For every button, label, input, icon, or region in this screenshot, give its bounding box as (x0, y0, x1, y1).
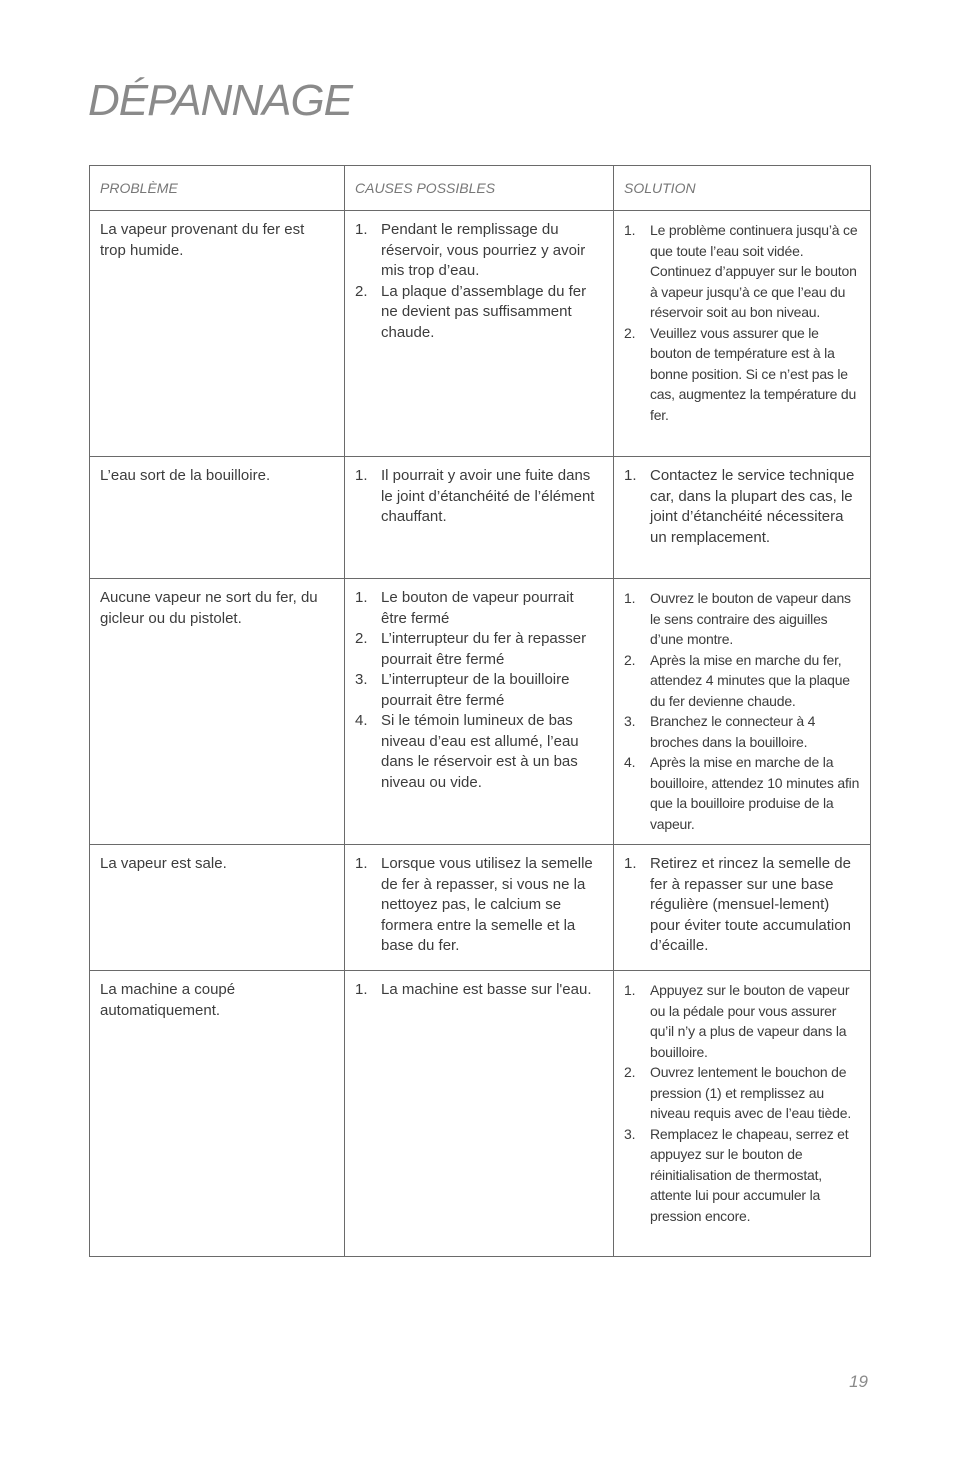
list-item (624, 1124, 862, 1227)
list-item (355, 854, 603, 957)
page-title: DÉPANNAGE (88, 76, 353, 125)
solution-cell (614, 971, 871, 1257)
list-item (624, 1062, 862, 1124)
item-number: 1. (624, 467, 637, 484)
list-item (624, 323, 862, 426)
causes-cell (345, 971, 614, 1257)
problem-cell: L’eau sort de la bouilloire. (90, 457, 345, 579)
header-causes: CAUSES POSSIBLES (345, 166, 614, 211)
item-number: 3. (624, 1125, 636, 1142)
item-number: 1. (624, 855, 637, 872)
item-number: 4. (355, 712, 368, 729)
item-text: Lorsque vous utilisez la semelle de fer à repasser, si vous ne la nettoyez pas, le calcium se formera entre la semelle et la base du fer. (381, 855, 593, 954)
list-item (624, 711, 862, 752)
item-text: Le problème continuera jusqu’à ce que toute l’eau soit vidée. Continuez d’appuyer sur le bouton à vapeur jusqu’à ce que l’eau du réservoir soit au bon niveau. (650, 222, 858, 320)
list-item (355, 629, 603, 670)
item-number: 3. (624, 713, 636, 729)
item-number: 1. (355, 589, 368, 606)
item-number: 1. (624, 982, 636, 998)
item-number: 2. (624, 324, 636, 341)
item-text: L’interrupteur de la bouilloire pourrait être fermé (381, 671, 570, 709)
list-item (624, 854, 862, 957)
causes-cell (345, 457, 614, 579)
list-item (624, 466, 862, 548)
item-number: 2. (624, 651, 636, 668)
item-number: 1. (355, 981, 368, 998)
list-item (624, 588, 862, 650)
item-number: 1. (624, 590, 636, 606)
list-item (624, 980, 862, 1062)
problem-cell: Aucune vapeur ne sort du fer, du gicleur ou du pistolet. (90, 579, 345, 845)
list-item (355, 282, 603, 344)
solutions-list (624, 980, 862, 1226)
table-row (90, 457, 871, 579)
table-header-row (90, 166, 871, 211)
item-number: 2. (355, 282, 368, 300)
causes-list (355, 588, 603, 793)
item-text: Remplacez le chapeau, serrez et appuyez sur le bouton de réinitialisation de thermostat, attente lui pour accumuler la pression encore. (650, 1125, 849, 1224)
item-text: Retirez et rincez la semelle de fer à repasser sur une base régulière (mensuel-lement) pour éviter toute accumulation d’écaille. (650, 855, 851, 954)
item-text: Branchez le connecteur à 4 broches dans la bouilloire. (650, 713, 816, 750)
item-number: 3. (355, 671, 368, 688)
header-problem: PROBLÈME (90, 166, 345, 211)
solutions-list (624, 588, 862, 834)
item-text: La machine est basse sur l'eau. (381, 981, 592, 998)
item-number: 2. (355, 630, 368, 647)
list-item (355, 466, 603, 528)
causes-cell (345, 845, 614, 971)
table-row (90, 579, 871, 845)
item-text: L’interrupteur du fer à repasser pourrait être fermé (381, 630, 587, 668)
item-number: 4. (624, 754, 636, 770)
item-text: Pendant le remplissage du réservoir, vous pourriez y avoir mis trop d’eau. (381, 221, 586, 279)
item-number: 1. (355, 221, 368, 238)
item-text: La plaque d’assemblage du fer ne devient pas suffisamment chaude. (381, 282, 587, 341)
table-row (90, 971, 871, 1257)
item-text: Le bouton de vapeur pourrait être fermé (381, 589, 574, 627)
solutions-list (624, 220, 862, 425)
page-number: 19 (849, 1372, 868, 1391)
item-text: Ouvrez le bouton de vapeur dans le sens contraire des aiguilles d’une montre. (650, 590, 851, 647)
item-text: Si le témoin lumineux de bas niveau d’eau est allumé, l’eau dans le réservoir est à un bas niveau ou vide. (381, 712, 579, 791)
item-text: Veuillez vous assurer que le bouton de température est à la bonne position. Si ce n’est pas le cas, augmentez la température du fer. (650, 324, 857, 423)
item-text: Ouvrez lentement le bouchon de pression (1) et remplissez au niveau requis avec de l’eau tiède. (650, 1064, 852, 1121)
item-number: 1. (355, 855, 368, 872)
solutions-list (624, 466, 862, 548)
item-number: 2. (624, 1064, 636, 1080)
solutions-list (624, 854, 862, 957)
causes-list (355, 220, 603, 343)
table-row (90, 845, 871, 971)
item-number: 1. (355, 467, 368, 484)
problem-cell: La machine a coupé automatiquement. (90, 971, 345, 1257)
problem-cell: La vapeur est sale. (90, 845, 345, 971)
list-item (355, 588, 603, 629)
list-item (355, 670, 603, 711)
list-item (624, 650, 862, 712)
causes-list (355, 980, 603, 1001)
list-item (624, 752, 862, 834)
troubleshooting-table (89, 165, 871, 1257)
item-text: Appuyez sur le bouton de vapeur ou la pédale pour vous assurer qu’il n’y a plus de vapeur dans la bouilloire. (650, 982, 850, 1060)
list-item (355, 711, 603, 793)
table-row (90, 211, 871, 457)
list-item (624, 220, 862, 323)
solution-cell (614, 211, 871, 457)
item-number: 1. (624, 222, 636, 238)
header-solution: SOLUTION (614, 166, 871, 211)
list-item (355, 980, 603, 1001)
item-text: Il pourrait y avoir une fuite dans le joint d’étanchéité de l’élément chauffant. (381, 467, 595, 525)
solution-cell (614, 845, 871, 971)
list-item (355, 220, 603, 282)
item-text: Après la mise en marche de la bouilloire, attendez 10 minutes afin que la bouilloire produise de la vapeur. (650, 754, 860, 832)
item-text: Après la mise en marche du fer, attendez 4 minutes que la plaque du fer devienne chaude. (650, 651, 850, 709)
causes-cell (345, 579, 614, 845)
causes-cell (345, 211, 614, 457)
item-text: Contactez le service technique car, dans la plupart des cas, le joint d’étanchéité nécessitera un remplacement. (650, 467, 855, 546)
solution-cell (614, 457, 871, 579)
causes-list (355, 854, 603, 957)
problem-cell: La vapeur provenant du fer est trop humide. (90, 211, 345, 457)
solution-cell (614, 579, 871, 845)
causes-list (355, 466, 603, 528)
